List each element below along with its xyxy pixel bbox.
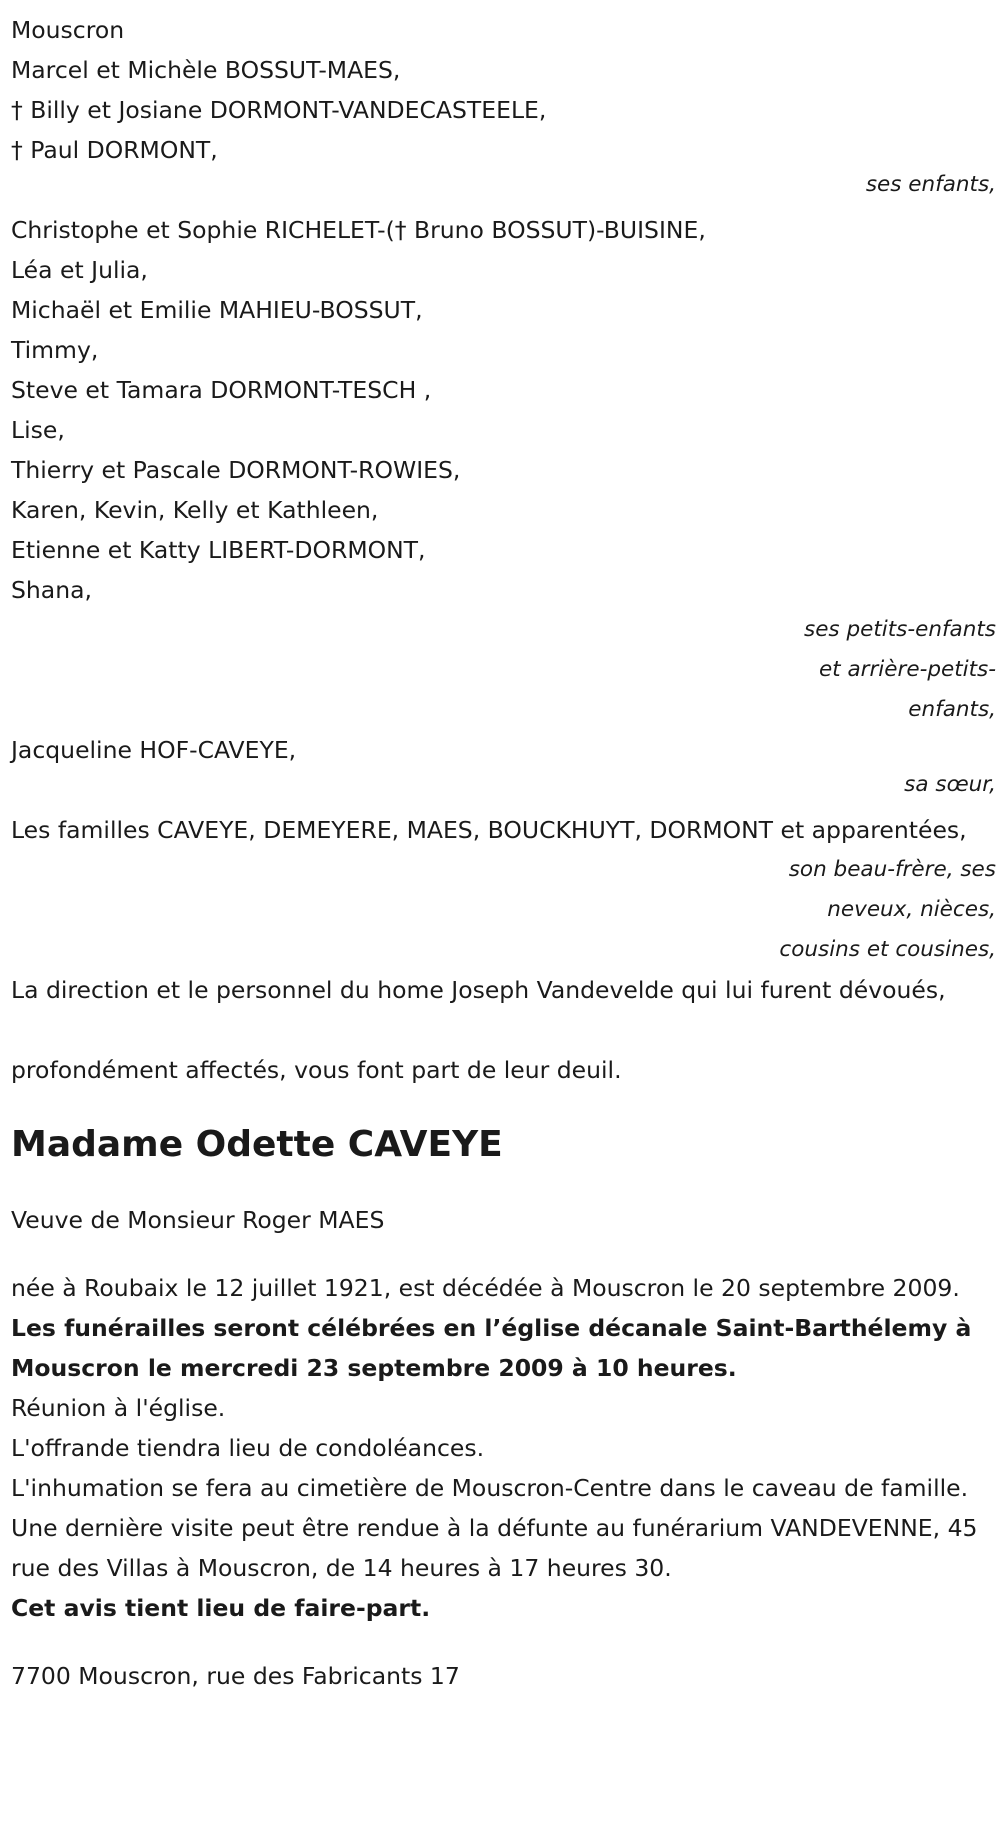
child-line: Marcel et Michèle BOSSUT-MAES, <box>11 56 401 84</box>
birth-death-line: née à Roubaix le 12 juillet 1921, est décédée à Mouscron le 20 septembre 2009. <box>11 1274 960 1302</box>
address-line: 7700 Mouscron, rue des Fabricants 17 <box>11 1662 460 1690</box>
grandchild-line: Karen, Kevin, Kelly et Kathleen, <box>11 496 379 524</box>
sister-role: sa sœur, <box>904 772 996 797</box>
child-line: † Billy et Josiane DORMONT-VANDECASTEELE, <box>11 96 547 124</box>
families-role: neveux, nièces, <box>827 897 996 922</box>
grandchild-line: Thierry et Pascale DORMONT-ROWIES, <box>11 456 461 484</box>
widow-of-line: Veuve de Monsieur Roger MAES <box>11 1206 385 1234</box>
grandchild-line: Steve et Tamara DORMONT-TESCH , <box>11 376 432 404</box>
affected-line: profondément affectés, vous font part de leur deuil. <box>11 1056 622 1084</box>
grandchildren-role: et arrière-petits- <box>818 657 996 682</box>
grandchild-line: Léa et Julia, <box>11 256 148 284</box>
grandchild-line: Christophe et Sophie RICHELET-(† Bruno BOSSUT)-BUISINE, <box>11 216 706 244</box>
burial-line: L'inhumation se fera au cimetière de Mouscron-Centre dans le caveau de famille. <box>11 1474 969 1502</box>
grandchild-line: Lise, <box>11 416 65 444</box>
families-line: Les familles CAVEYE, DEMEYERE, MAES, BOUCKHUYT, DORMONT et apparentées, <box>11 816 967 844</box>
notice-line: Cet avis tient lieu de faire-part. <box>11 1594 431 1622</box>
children-role: ses enfants, <box>865 172 996 197</box>
deceased-name: Madame Odette CAVEYE <box>11 1124 503 1165</box>
grandchildren-role: ses petits-enfants <box>804 617 996 642</box>
city-heading: Mouscron <box>11 16 125 44</box>
funeral-line: Les funérailles seront célébrées en l’église décanale Saint-Barthélemy à Mouscron le mercredi 23 septembre 2009 à 10 heures. <box>11 1314 972 1382</box>
grandchild-line: Michaël et Emilie MAHIEU-BOSSUT, <box>11 296 423 324</box>
grandchild-line: Etienne et Katty LIBERT-DORMONT, <box>11 536 426 564</box>
child-line: † Paul DORMONT, <box>11 136 218 164</box>
grandchildren-role: enfants, <box>908 697 996 722</box>
home-staff-line: La direction et le personnel du home Joseph Vandevelde qui lui furent dévoués, <box>11 976 946 1004</box>
offering-line: L'offrande tiendra lieu de condoléances. <box>11 1434 485 1462</box>
grandchild-line: Timmy, <box>11 336 99 364</box>
meeting-line: Réunion à l'église. <box>11 1394 226 1422</box>
grandchild-line: Shana, <box>11 576 92 604</box>
families-role: son beau-frère, ses <box>788 857 996 882</box>
visit-line: Une dernière visite peut être rendue à la défunte au funérarium VANDEVENNE, 45 rue des Villas à Mouscron, de 14 heures à 17 heures 30. <box>11 1514 978 1582</box>
sister-line: Jacqueline HOF-CAVEYE, <box>11 736 297 764</box>
obituary-text <box>11 10 996 1696</box>
families-role: cousins et cousines, <box>779 937 996 962</box>
